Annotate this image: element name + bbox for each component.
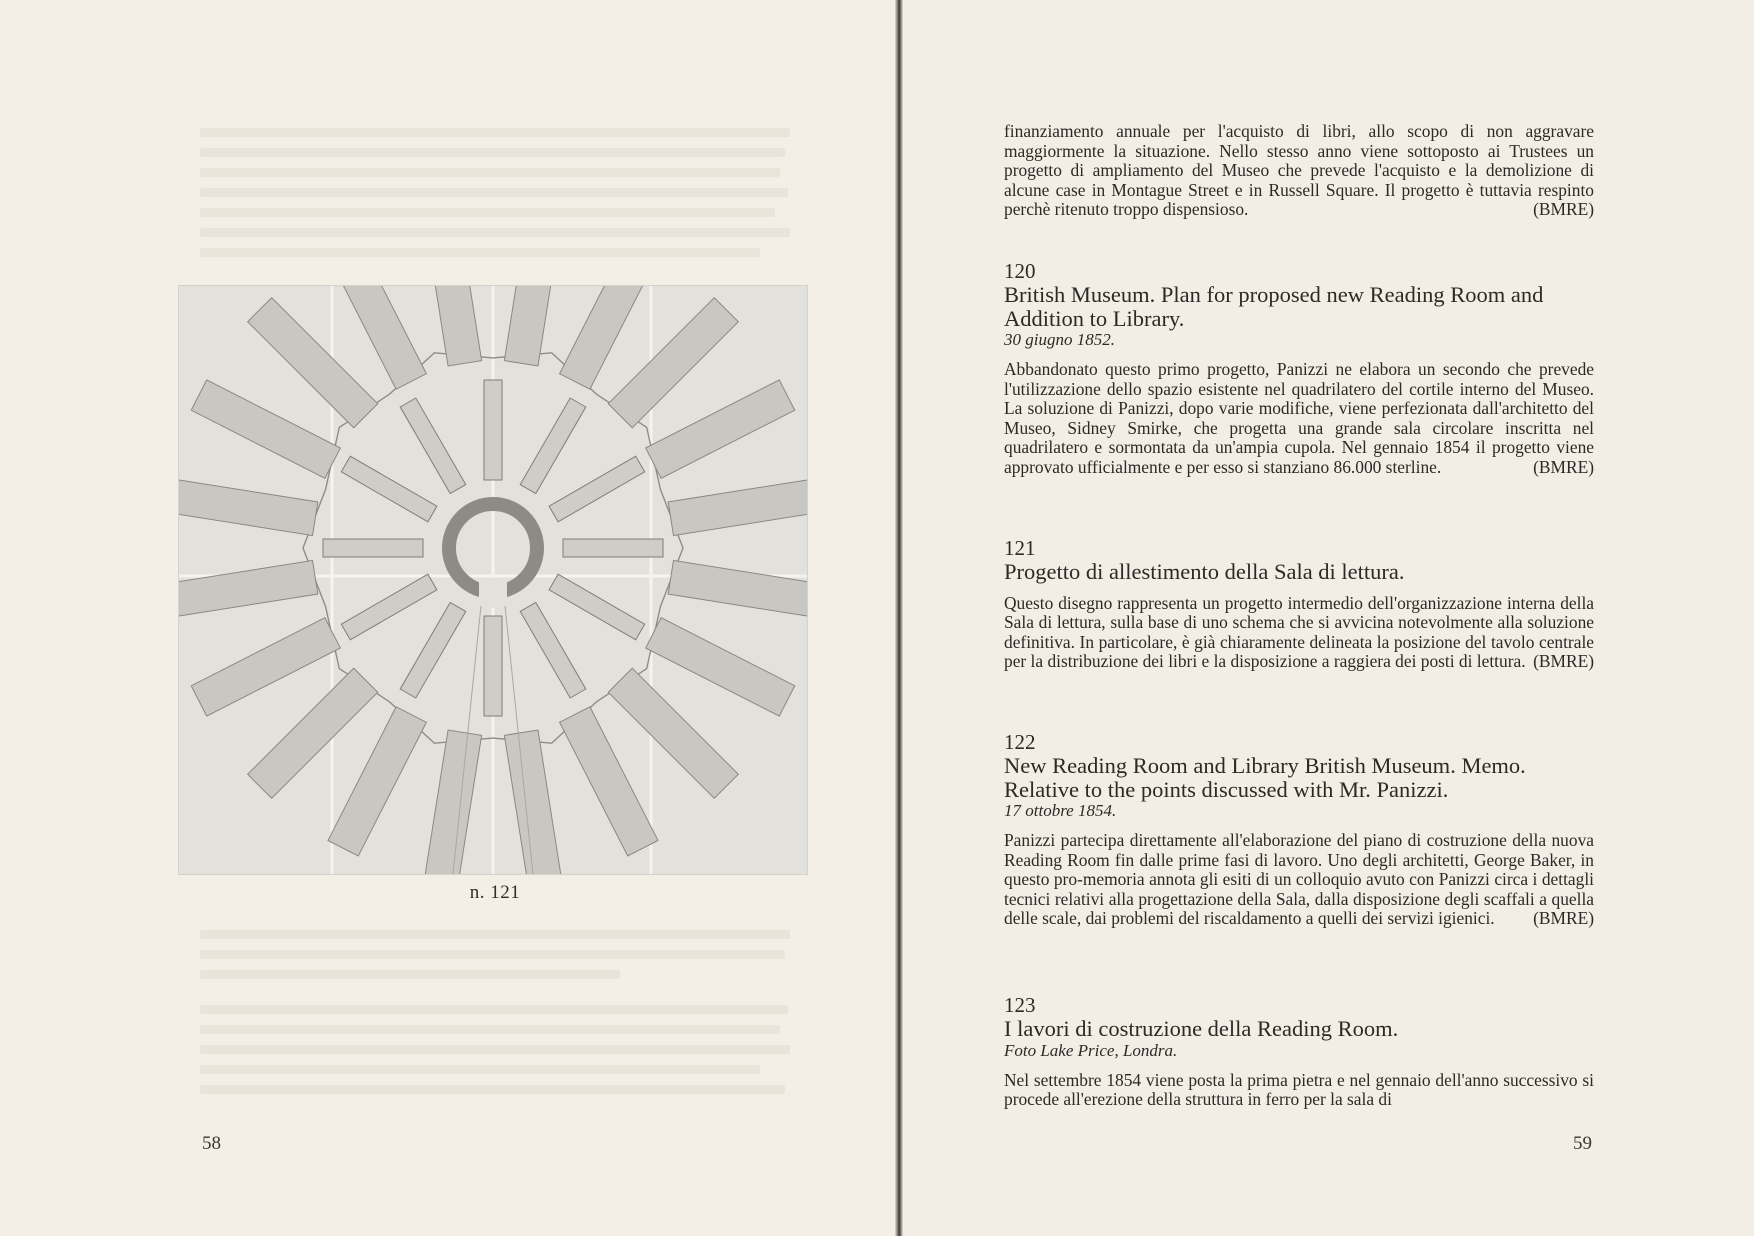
book-gutter — [895, 0, 903, 1236]
reading-desk — [520, 602, 586, 698]
reading-desk — [549, 456, 645, 522]
entry-date: Foto Lake Price, Londra. — [1004, 1040, 1178, 1060]
entry-text: Nel settembre 1854 viene posta la prima pietra e nel gennaio dell'anno successivo si procede all'erezione della struttura in ferro per la sala di — [1004, 1069, 1594, 1110]
bookstack-bay — [608, 668, 738, 798]
entry-date: 30 giugno 1852. — [1004, 330, 1115, 349]
entry-title: British Museum. Plan for proposed new Reading Room and Addition to Library. — [1004, 282, 1544, 331]
reading-desk — [341, 574, 437, 640]
show-through-text — [200, 228, 790, 237]
bookstack-bay — [668, 478, 807, 535]
entry-source: (BMRE) — [1533, 908, 1594, 929]
show-through-text — [200, 970, 620, 979]
bookstack-bay — [668, 560, 807, 617]
bookstack-bay — [646, 380, 795, 478]
entry-123 — [1004, 993, 1594, 1110]
entry-number: 122 — [1004, 730, 1036, 754]
page-number-left: 58 — [202, 1133, 221, 1154]
intro-paragraph-block — [1004, 122, 1594, 220]
entry-title: Progetto di allestimento della Sala di lettura. — [1004, 559, 1405, 584]
bookstack-bay — [179, 478, 318, 535]
entry-122 — [1004, 730, 1594, 929]
entry-number: 123 — [1004, 993, 1036, 1017]
bookstack-bay — [248, 298, 378, 428]
show-through-text — [200, 1065, 760, 1074]
entry-text: Questo disegno rappresenta un progetto intermedio dell'organizzazione interna della Sala di lettura, sulla base di uno schema che si avvicina notevolmente alla soluzione definitiva. In particolare, è già chiaramente delineata la posizione del tavolo centrale per la distribuzione dei libri e la disposizione a raggiera dei posti di lettura. (BMRE) — [1004, 592, 1594, 672]
bookstack-bay — [560, 707, 658, 856]
entry-source: (BMRE) — [1533, 456, 1594, 477]
show-through-text — [200, 1085, 785, 1094]
reading-desk — [323, 539, 423, 557]
show-through-text — [200, 930, 790, 939]
entry-120 — [1004, 259, 1594, 478]
show-through-text — [200, 248, 760, 257]
show-through-text — [200, 208, 775, 217]
reading-desk — [341, 456, 437, 522]
bookstack-bay — [425, 730, 482, 874]
entry-title: New Reading Room and Library British Museum. Memo. Relative to the points discussed with Mr. Panizzi. — [1004, 753, 1526, 802]
bookstack-bay — [646, 618, 795, 716]
plan-drawing-svg — [179, 286, 807, 874]
entry-text: Panizzi partecipa direttamente all'elaborazione del piano di costruzione della nuova Reading Room fin dalle prime fasi di lavoro. Uno degli architetti, George Baker, in questo pro-memoria annota gli esiti di un colloquio avuto con Panizzi circa i dettagli tecnici relativi alla progettazione della Sala, dalla disposizione degli scaffali a quella delle scale, dai problemi del riscaldamento a quelli dei servizi igienici. (BMRE) — [1004, 830, 1594, 929]
intro-source: (BMRE) — [1533, 199, 1594, 220]
figure-caption: n. 121 — [469, 882, 521, 903]
entry-number: 120 — [1004, 259, 1036, 283]
bookstack-bay — [608, 298, 738, 428]
central-desk-opening — [479, 578, 507, 608]
bookstack-bay — [191, 618, 340, 716]
entry-number: 121 — [1004, 536, 1036, 560]
show-through-text — [200, 1025, 780, 1034]
bookstack-bay — [504, 730, 561, 874]
reading-room-plan-drawing — [178, 285, 808, 875]
reading-desk — [484, 616, 502, 716]
bookstack-bay — [179, 560, 318, 617]
entry-date: 17 ottobre 1854. — [1004, 801, 1117, 820]
entry-121 — [1004, 536, 1594, 672]
show-through-text — [200, 168, 780, 177]
show-through-text — [200, 1005, 788, 1014]
entry-source: (BMRE) — [1533, 651, 1594, 672]
bookstack-bay — [248, 668, 378, 798]
scan-edge — [0, 1236, 1754, 1250]
show-through-text — [200, 1045, 790, 1054]
show-through-text — [200, 950, 785, 959]
show-through-text — [200, 128, 790, 137]
page-number-right: 59 — [1573, 1133, 1592, 1154]
reading-desk — [520, 398, 586, 494]
intro-paragraph: finanziamento annuale per l'acquisto di libri, allo scopo di non aggravare maggiormente la situazione. Nello stesso anno viene sottoposto ai Trustees un progetto di ampliamento del Museo che prevede l'acquisto e la demolizione di alcune case in Montague Street e in Russell Square. Il progetto è tuttavia respinto perchè ritenuto troppo dispensioso. (BMRE) — [1004, 121, 1594, 220]
reading-desk — [484, 380, 502, 480]
reading-desk — [400, 398, 466, 494]
entry-text: Abbandonato questo primo progetto, Panizzi ne elabora un secondo che prevede l'utilizzazione dello spazio esistente nel quadrilatero del cortile interno del Museo. La soluzione di Panizzi, dopo varie modifiche, viene perfezionata dall'architetto del Museo, Sidney Smirke, che progetta una grande sala circolare inscritta nel quadrilatero e sormontata da un'ampia cupola. Nel gennaio 1854 il progetto viene approvato ufficialmente e per esso si stanziano 86.000 sterline. (BMRE) — [1004, 359, 1594, 477]
bookstack-bay — [328, 707, 426, 856]
bookstack-bay — [191, 380, 340, 478]
reading-desk — [549, 574, 645, 640]
entry-title: I lavori di costruzione della Reading Room. — [1004, 1016, 1399, 1041]
reading-desk — [563, 539, 663, 557]
show-through-text — [200, 148, 785, 157]
reading-desk — [400, 602, 466, 698]
show-through-text — [200, 188, 788, 197]
